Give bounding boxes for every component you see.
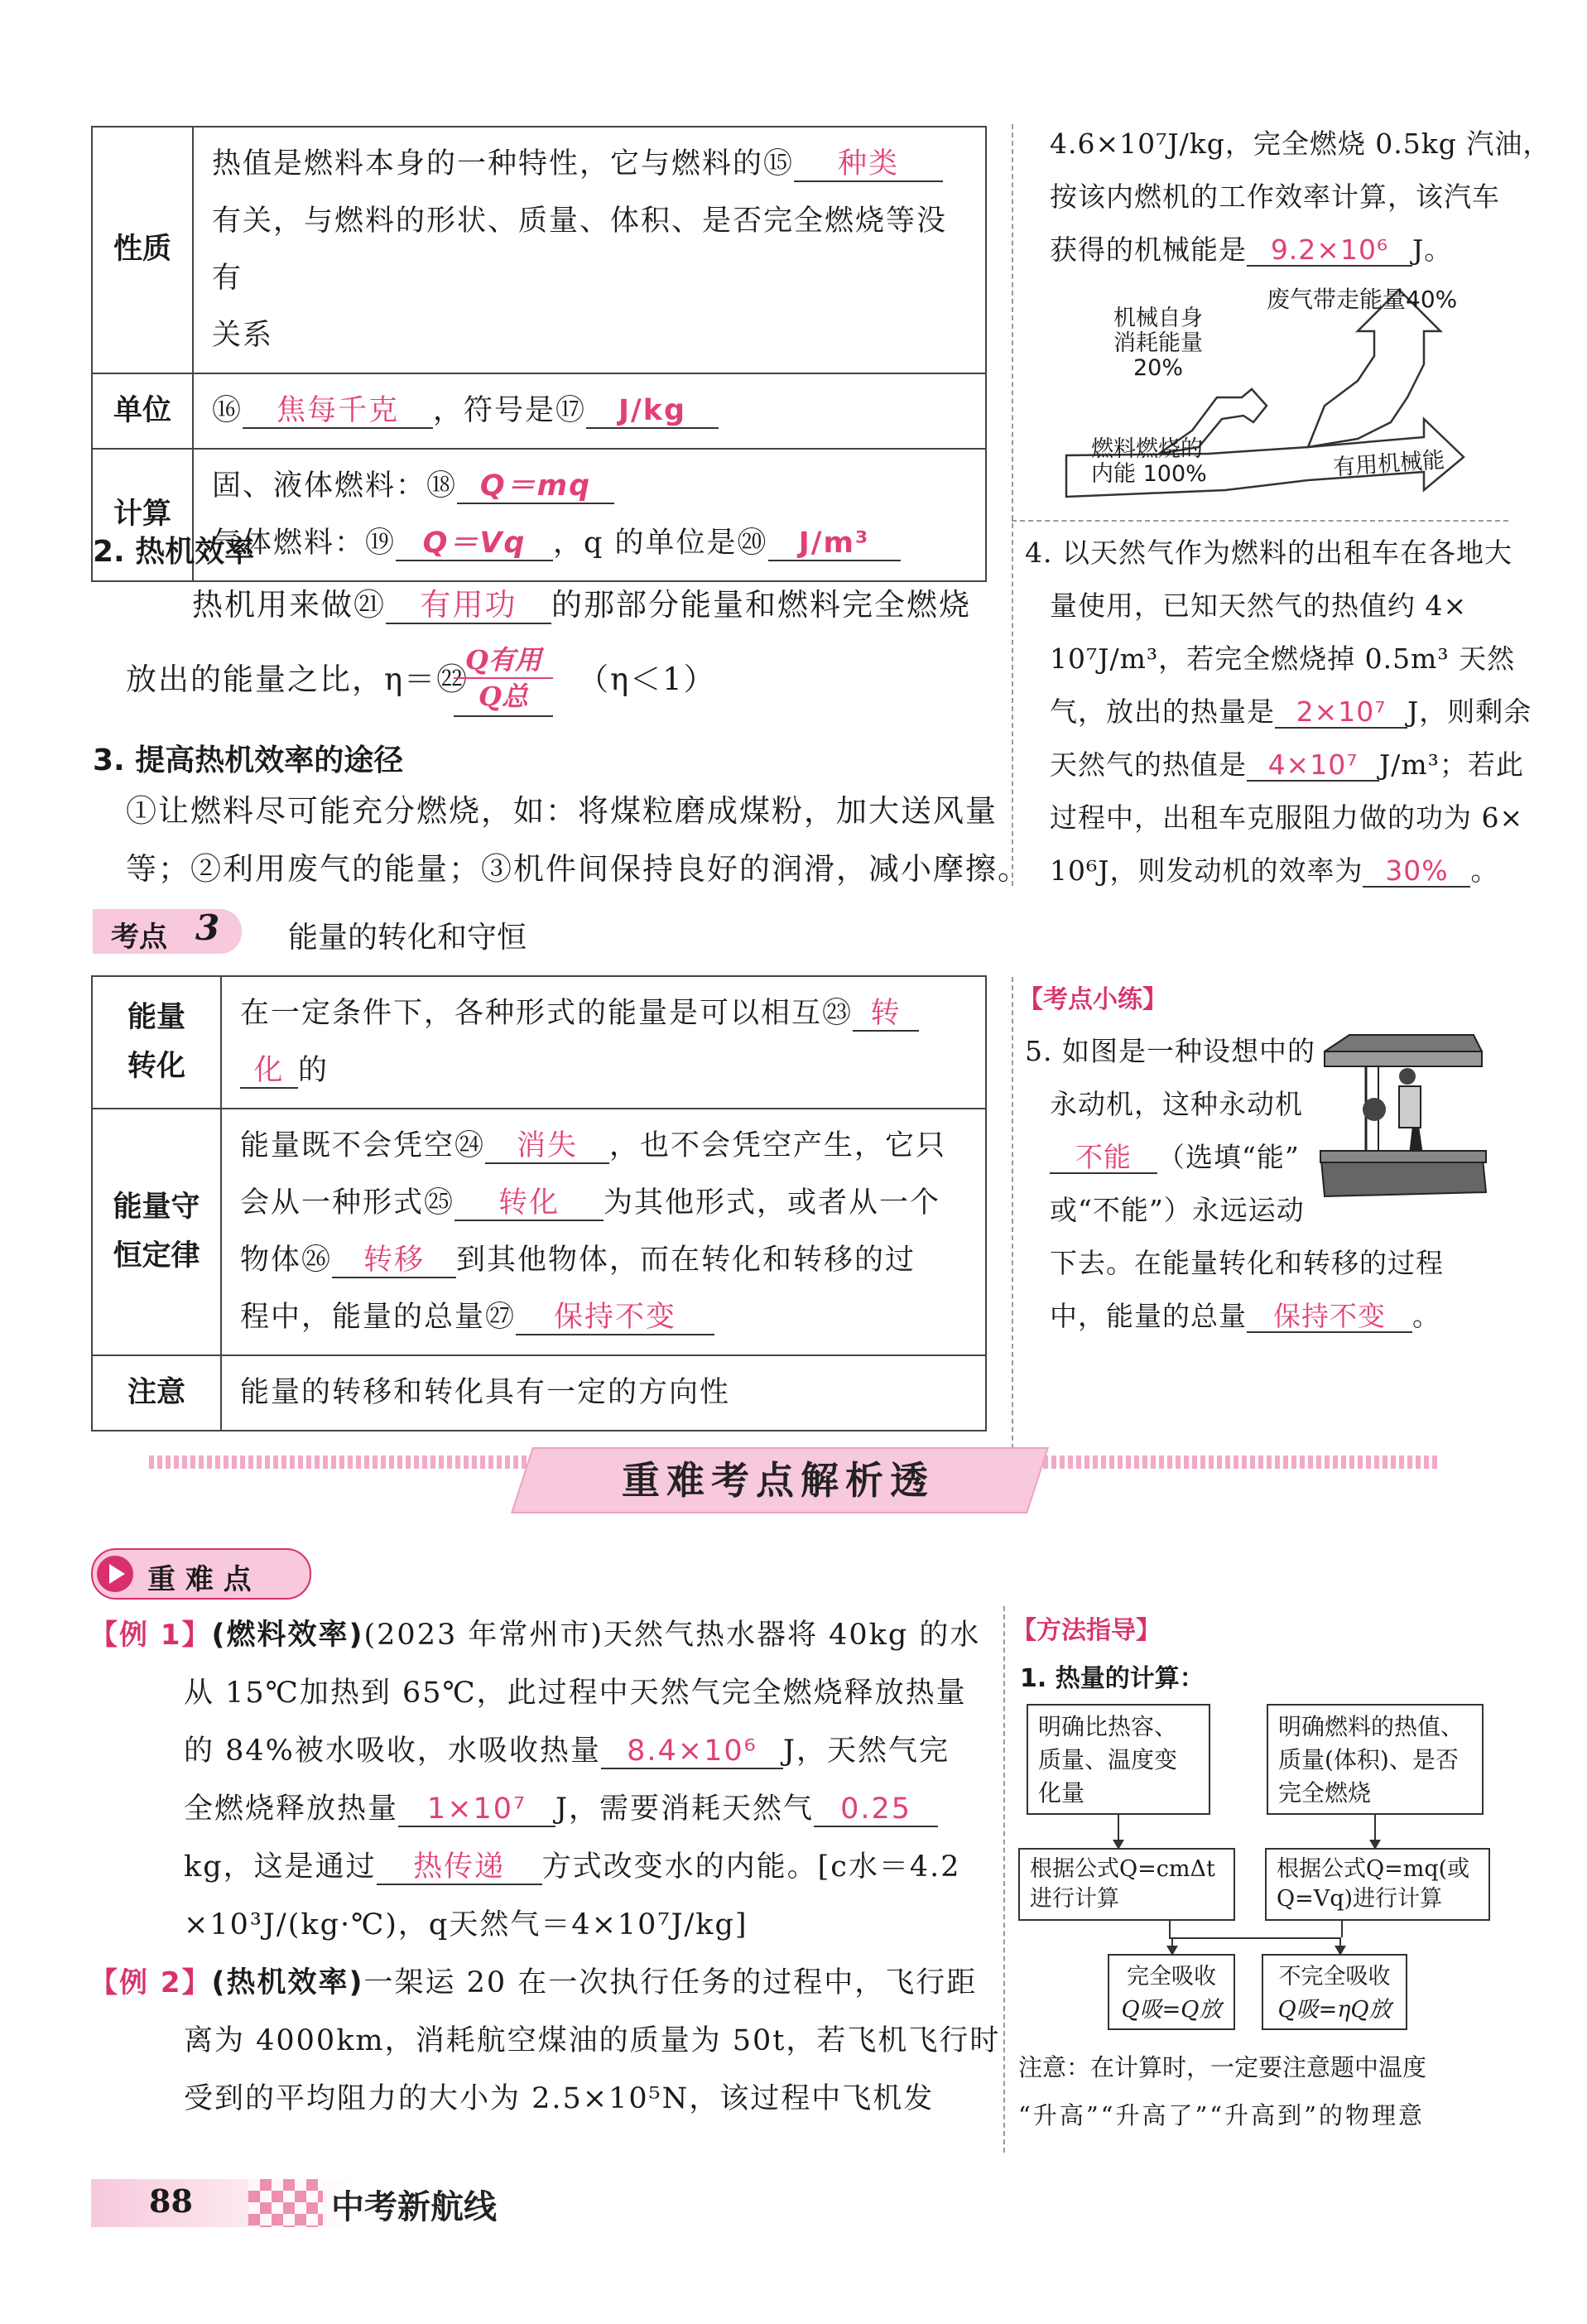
brand-logo-text: 中考新航线 [331, 2188, 497, 2226]
fraction-numerator: Q有用 [454, 642, 553, 679]
answer-q5b: 保持不变 [1247, 1302, 1412, 1333]
calc-content: 固、液体燃料：⑱ Q＝mq 气体燃料：⑲ Q＝Vq ，q 的单位是⑳ J/m³ [193, 449, 986, 581]
flow-box-formula-mq: 根据公式Q=mq(或Q=Vq)进行计算 [1265, 1848, 1490, 1921]
method-tag: 【方法指导】 [1012, 1616, 1161, 1645]
q5-line-5: 下去。在能量转化和转移的过程 [1050, 1247, 1444, 1279]
kaodian-title: 能量的转化和守恒 [288, 921, 527, 955]
row-head-calc: 计算 [92, 449, 193, 581]
method-title: 1. 热量的计算： [1020, 1664, 1205, 1693]
q4-line-6: 过程中，出租车克服阻力做的功为 6× [1050, 801, 1524, 834]
flow-box-specific-heat: 明确比热容、质量、温度变化量 [1027, 1704, 1210, 1815]
flow-box-formula-cm: 根据公式Q=cmΔt进行计算 [1018, 1848, 1235, 1921]
row-head-unit: 单位 [92, 373, 193, 449]
section-title-improve-efficiency: 3. 提高热机效率的途径 [93, 743, 404, 777]
unit-content: ⑯ 焦每千克 ，符号是⑰ J/kg [193, 373, 986, 449]
method-note-1: 注意：在计算时，一定要注意题中温度 [1018, 2053, 1427, 2081]
q4-line-2: 量使用，已知天然气的热值约 4× [1050, 589, 1468, 622]
heat-value-table [91, 126, 987, 582]
answer-23a: 转 [853, 998, 919, 1032]
column-divider [1012, 124, 1013, 886]
flow-box-incomplete-absorb: 不完全吸收 Q吸=ηQ放 [1262, 1954, 1407, 2030]
q3-line-1: 4.6×10⁷J/kg，完全燃烧 0.5kg 汽油， [1050, 128, 1551, 160]
q5-line-6: 中，能量的总量 保持不变 。 [1050, 1300, 1440, 1332]
flow-join-right [1341, 1921, 1343, 1937]
method-divider [1003, 1606, 1005, 2153]
section-title-heat-engine-efficiency: 2. 热机效率 [93, 535, 255, 569]
footer-checker [248, 2179, 323, 2227]
answer-ex1-4: 热传递 [377, 1851, 542, 1885]
example-2-line-3: 受到的平均阻力的大小为 2.5×10⁵N，该过程中飞机发 [184, 2082, 935, 2115]
improve-line-2: 等；②利用废气的能量；③机件间保持良好的润滑，减小摩擦。 [126, 851, 1030, 887]
row-head-conversion: 能量 转化 [92, 976, 221, 1109]
answer-q4c: 30% [1363, 856, 1470, 888]
answer-19: Q＝Vq [396, 527, 553, 561]
q3-line-3: 获得的机械能是 9.2×10⁶ J。 [1050, 233, 1453, 266]
answer-24: 消失 [485, 1130, 609, 1164]
q4-line-3: 10⁷J/m³，若完全燃烧掉 0.5m³ 天然 [1050, 642, 1516, 675]
q3-line-2: 按该内燃机的工作效率计算，该汽车 [1050, 180, 1500, 213]
flow-box-complete-absorb: 完全吸收 Q吸=Q放 [1108, 1954, 1235, 2030]
example-1-line-5: kg，这是通过 热传递 方式改变水的内能。[c水＝4.2 [184, 1850, 961, 1884]
example-2-line-1: 【例 2】(热机效率)一架运 20 在一次执行任务的过程中，飞行距 [89, 1966, 978, 1999]
conversion-content: 在一定条件下，各种形式的能量是可以相互㉓ 转 化 的 [221, 976, 986, 1109]
flow-arrow-2 [1374, 1815, 1376, 1848]
label-useful-mech: 有用机械能 [1332, 447, 1446, 481]
q5-line-1: 5. 如图是一种设想中的 [1025, 1035, 1315, 1067]
flow-join-left [1169, 1921, 1171, 1937]
q5-line-2: 永动机，这种永动机 [1050, 1088, 1303, 1120]
q5-line-3: 不能 （选填“能” [1050, 1131, 1300, 1184]
flow-arrow-4 [1339, 1937, 1341, 1954]
answer-21: 有用功 [386, 589, 551, 624]
label-fuel-energy: 燃料燃烧的 内能 100% [1091, 436, 1207, 487]
page-number: 88 [149, 2182, 193, 2220]
q4-line-4: 气，放出的热量是 2×10⁷ J，则剩余 [1050, 695, 1532, 728]
answer-q5a: 不能 [1050, 1143, 1157, 1174]
fraction-denominator: Q总 [479, 681, 528, 712]
answer-26: 转移 [332, 1244, 456, 1278]
answer-q3: 9.2×10⁶ [1247, 235, 1412, 267]
efficiency-condition: （η＜1） [578, 662, 716, 697]
example-1-line-3: 的 84%被水吸收，水吸收热量 8.4×10⁶ J，天然气完 [184, 1735, 950, 1768]
practice-tag: 【考点小练】 [1018, 985, 1167, 1014]
row-head-property: 性质 [92, 127, 193, 373]
note-content: 能量的转移和转化具有一定的方向性 [221, 1355, 986, 1431]
improve-line-1: ①让燃料尽可能充分燃烧，如：将煤粒磨成煤粉，加大送风量 [126, 793, 998, 829]
q4-line-7: 10⁶J，则发动机的效率为 30% 。 [1050, 854, 1499, 887]
answer-ex1-2: 1×10⁷ [398, 1793, 555, 1827]
row-head-note: 注意 [92, 1355, 221, 1431]
answer-ex1-3: 0.25 [814, 1793, 938, 1827]
flow-arrow-1 [1118, 1815, 1119, 1848]
answer-ex1-1: 8.4×10⁶ [601, 1735, 783, 1769]
answer-20: J/m³ [768, 527, 901, 561]
play-icon [96, 1555, 134, 1593]
answer-16: 焦每千克 [243, 395, 433, 429]
example-1-line-2: 从 15℃加热到 65℃，此过程中天然气完全燃烧释放热量 [184, 1677, 967, 1710]
zhongnan-badge: 重 难 点 [91, 1548, 311, 1600]
flow-box-fuel-value: 明确燃料的热值、质量(体积)、是否完全燃烧 [1267, 1704, 1484, 1815]
column-divider-2 [1012, 977, 1013, 1474]
property-content: 热值是燃料本身的一种特性，它与燃料的⑮ 种类 有关，与燃料的形状、质量、体积、是否完全燃烧等没有 关系 [193, 127, 986, 373]
example-1-line-1: 【例 1】(燃料效率)(2023 年常州市)天然气热水器将 40kg 的水 [89, 1619, 981, 1652]
example-1-line-4: 全燃烧释放热量 1×10⁷ J，需要消耗天然气 0.25 [184, 1780, 938, 1838]
q4-line-1: 4. 以天然气作为燃料的出租车在各地大 [1025, 536, 1512, 569]
efficiency-line-1: 热机用来做㉑ 有用功 的那部分能量和燃料完全燃烧 [192, 587, 971, 623]
right-divider [1012, 520, 1508, 522]
method-note-2: “升高”“升高了”“升高到”的物理意 [1018, 2101, 1425, 2129]
row-head-conservation-law: 能量守 恒定律 [92, 1109, 221, 1355]
answer-25: 转化 [454, 1187, 604, 1221]
efficiency-line-2: 放出的能量之比，η＝㉒ [126, 662, 469, 697]
answer-q4b: 4×10⁷ [1247, 750, 1379, 782]
answer-17: J/kg [586, 395, 719, 429]
kaodian-badge: 考点 3 [93, 909, 242, 954]
perpetual-motion-machine-illustration [1316, 1027, 1490, 1200]
example-1-line-6: ×10³J/(kg·℃)，q天然气＝4×10⁷J/kg] [184, 1908, 748, 1941]
answer-22-fraction [454, 642, 553, 717]
answer-15: 种类 [794, 148, 943, 182]
example-2-line-2: 离为 4000km，消耗航空煤油的质量为 50t，若飞机飞行时 [184, 2024, 1001, 2057]
conservation-content: 能量既不会凭空㉔ 消失 ，也不会凭空产生，它只 会从一种形式㉕ 转化 为其他形式，或者从一个 物体㉖ 转移 到其他物体，而在转化和转移的过 程中，能量的总量㉗ 保持不变 [221, 1109, 986, 1355]
energy-conservation-table [91, 975, 987, 1431]
answer-27: 保持不变 [516, 1302, 714, 1335]
answer-q4a: 2×10⁷ [1275, 697, 1407, 729]
q4-line-5: 天然气的热值是 4×10⁷ J/m³；若此 [1050, 748, 1524, 781]
banner-title: 重难考点解析透 [622, 1458, 935, 1503]
label-waste: 废气带走能量40% [1267, 286, 1458, 313]
label-mech-self: 机械自身 消耗能量 20% [1113, 306, 1203, 381]
flow-join-bar [1169, 1937, 1341, 1939]
q5-line-4: 或“不能”）永远运动 [1050, 1194, 1305, 1226]
answer-23b: 化 [240, 1055, 298, 1089]
flow-arrow-3 [1171, 1937, 1173, 1954]
answer-18: Q＝mq [457, 470, 614, 504]
